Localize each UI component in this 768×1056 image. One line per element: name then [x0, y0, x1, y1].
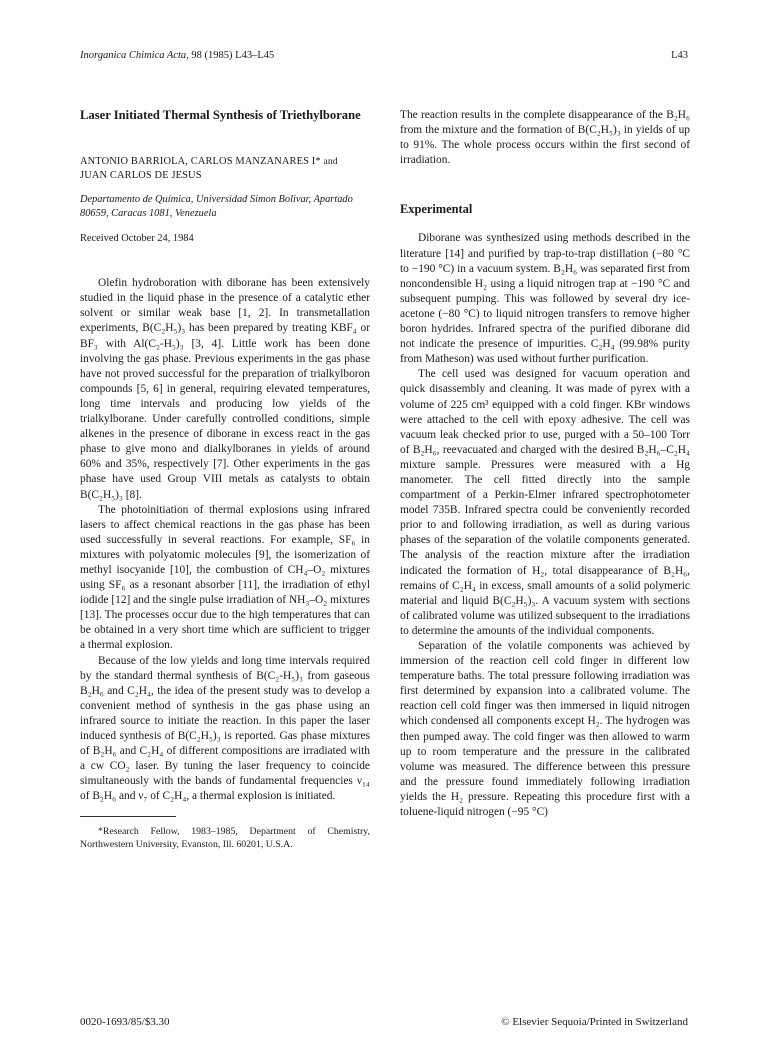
body-paragraph: The reaction results in the complete disappearance of the B₂H₆ from the mixture and the formation of B(C₂H₅)₃ in yields of up to 91%. The whole process occurs within the first second of irradiation. [400, 109, 690, 167]
body-paragraph: Separation of the volatile components was achieved by immersion of the reaction cell cold finger in different low temperature baths. The total pressure following irradiation was first determined by expansion into a calibrated volume. The reaction cell cold finger was then immersed in liquid nitrogen which condensed all components except H₂. The hydrogen was then pumped away. The cold finger was then allowed to warm up to room temperature and the pressure in the calibrated volume was measured. The difference between this pressure and the pressure found immediately following irradiation yields the H₂ pressure. Repeating this procedure first with a toluene-liquid nitrogen (−95 °C) [400, 640, 690, 819]
body-paragraph: Diborane was synthesized using methods described in the literature [14] and purified by trap-to-trap distillation (−80 °C to −190 °C) in a vacuum system. B₂H₆ was separated first from noncondensible H₂ using a liquid nitrogen trap at −190 °C and subsequent pumping. This was followed by several dry ice-acetone (−80 °C) to liquid nitrogen transfers to remove higher boron hydrides. Infrared spectra of the purified diborane did not indicate the presence of impurities. C₂H₄ (99.98% purity from Matheson) was used without further purification. [400, 232, 690, 366]
body-paragraph: The photoinitiation of thermal explosions using infrared lasers to affect chemical reactions in the gas phase has been used successfully in several reactions. For example, SF₆ in mixtures with polyatomic molecules [9], the isomerization of methyl isocyanide [10], the combustion of CH₄–O₂ mixtures using SF₆ as a resonant absorber [11], the irradiation of ethyl iodide [12] and the single pulse irradiation of NH₃–O₂ mixtures [13]. The processes occur due to the high temperatures that can be obtained in a very short time which are sufficient to trigger a thermal explosion. [80, 503, 370, 652]
body-paragraph: The cell used was designed for vacuum operation and quick disassembly and cleaning. It was made of pyrex with a volume of 225 cm³ equipped with a cold finger. KBr windows were attached to the cell with epoxy adhesive. The cell was vacuum leak checked prior to use, purged with a 50–100 Torr of B₂H₆, reevacuated and charged with the desired B₂H₆–C₂H₄ mixture sample. Pressures were measured with a Hg manometer. The cell fitted directly into the sample compartment of a Perkin-Elmer infrared spectrophotometer model 735B. Infrared spectra could be conveniently recorded prior to and following irradiation, as well as during various phases of the separation of the volatile components generated. The analysis of the reaction mixture after the irradiation indicated the formation of H₂, total disappearance of B₂H₆, remains of C₂H₄ in excess, small amounts of a solid polymeric material and liquid B(C₂H₅)₃. A vacuum system with sections of calibrated volume was utilized subsequent to the irradiations to determine the amounts of the individual components. [400, 368, 690, 637]
authors-line-2: JUAN CARLOS DE JESUS [80, 170, 202, 182]
journal-name: Inorganica Chimica Acta, [80, 50, 189, 61]
publisher-notice: © Elsevier Sequoia/Printed in Switzerland [501, 1016, 688, 1028]
footnote: *Research Fellow, 1983–1985, Department of Chemistry, Northwestern University, Evanston, Ill. 60201, U.S.A. [80, 826, 370, 851]
authors-line-1: ANTONIO BARRIOLA, CARLOS MANZANARES I* [80, 156, 324, 168]
page-header [80, 50, 688, 66]
left-column [80, 108, 370, 851]
received-date: Received October 24, 1984 [80, 233, 194, 245]
page-number: L43 [671, 50, 688, 61]
affiliation: Departamento de Química, Universidad Simon Bolivar, Apartado 80659, Caracas 1081, Venezuela [80, 194, 353, 220]
journal-volume-pages: 98 (1985) L43–L45 [188, 50, 275, 61]
article-title: Laser Initiated Thermal Synthesis of Triethylborane [80, 108, 361, 122]
authors [80, 155, 370, 183]
section-heading-experimental: Experimental [400, 202, 473, 217]
body-paragraph: Olefin hydroboration with diborane has been extensively studied in the liquid phase in the presence of a catalytic ether solvent or similar weak base [1, 2]. In transmetallation experiments, B(C₂H₅)₃ has been prepared by treating KBF₄ or BF₃ with Al(C₂-H₅)₃ [3, 4]. Little work has been done involving the gas phase. Previous experiments in the gas phase have not proved successful for the preparation of trialkylboron compounds [5, 6] in general, requiring elevated temperatures, long time intervals and producing low yields of the trialkylborane. Under carefully controlled conditions, simple alkenes in the presence of diborane in excess react in the gas phase to give mono and dialkylboranes in yields of around 60% and 35%, respectively [7]. Other experiments in the gas phase have used Group VIII metals as catalysts to obtain B(C₂H₅)₃ [8]. [80, 277, 370, 501]
issn-code: 0020-1693/85/$3.30 [80, 1016, 170, 1028]
right-column [400, 108, 690, 820]
authors-and: and [323, 156, 338, 168]
body-paragraph: Because of the low yields and long time intervals required by the standard thermal synthesis of B(C₂-H₅)₃ from gaseous B₂H₆ and C₂H₄, the idea of the present study was to develop a convenient method of synthesis in the gas phase using an infrared source to initiate the reaction. In this paper the laser induced synthesis of B(C₂H₅)₃ is reported. Gas phase mixtures of B₂H₆ and C₂H₄ of different compositions are irradiated with a cw CO₂ laser. By tuning the laser frequency to coincide simultaneously with the bands of fundamental frequencies ν₁₄ of B₂H₆ and ν₇ of C₂H₄, a thermal explosion is initiated. [80, 654, 370, 803]
footnote-divider [80, 816, 176, 817]
journal-citation [80, 50, 274, 61]
